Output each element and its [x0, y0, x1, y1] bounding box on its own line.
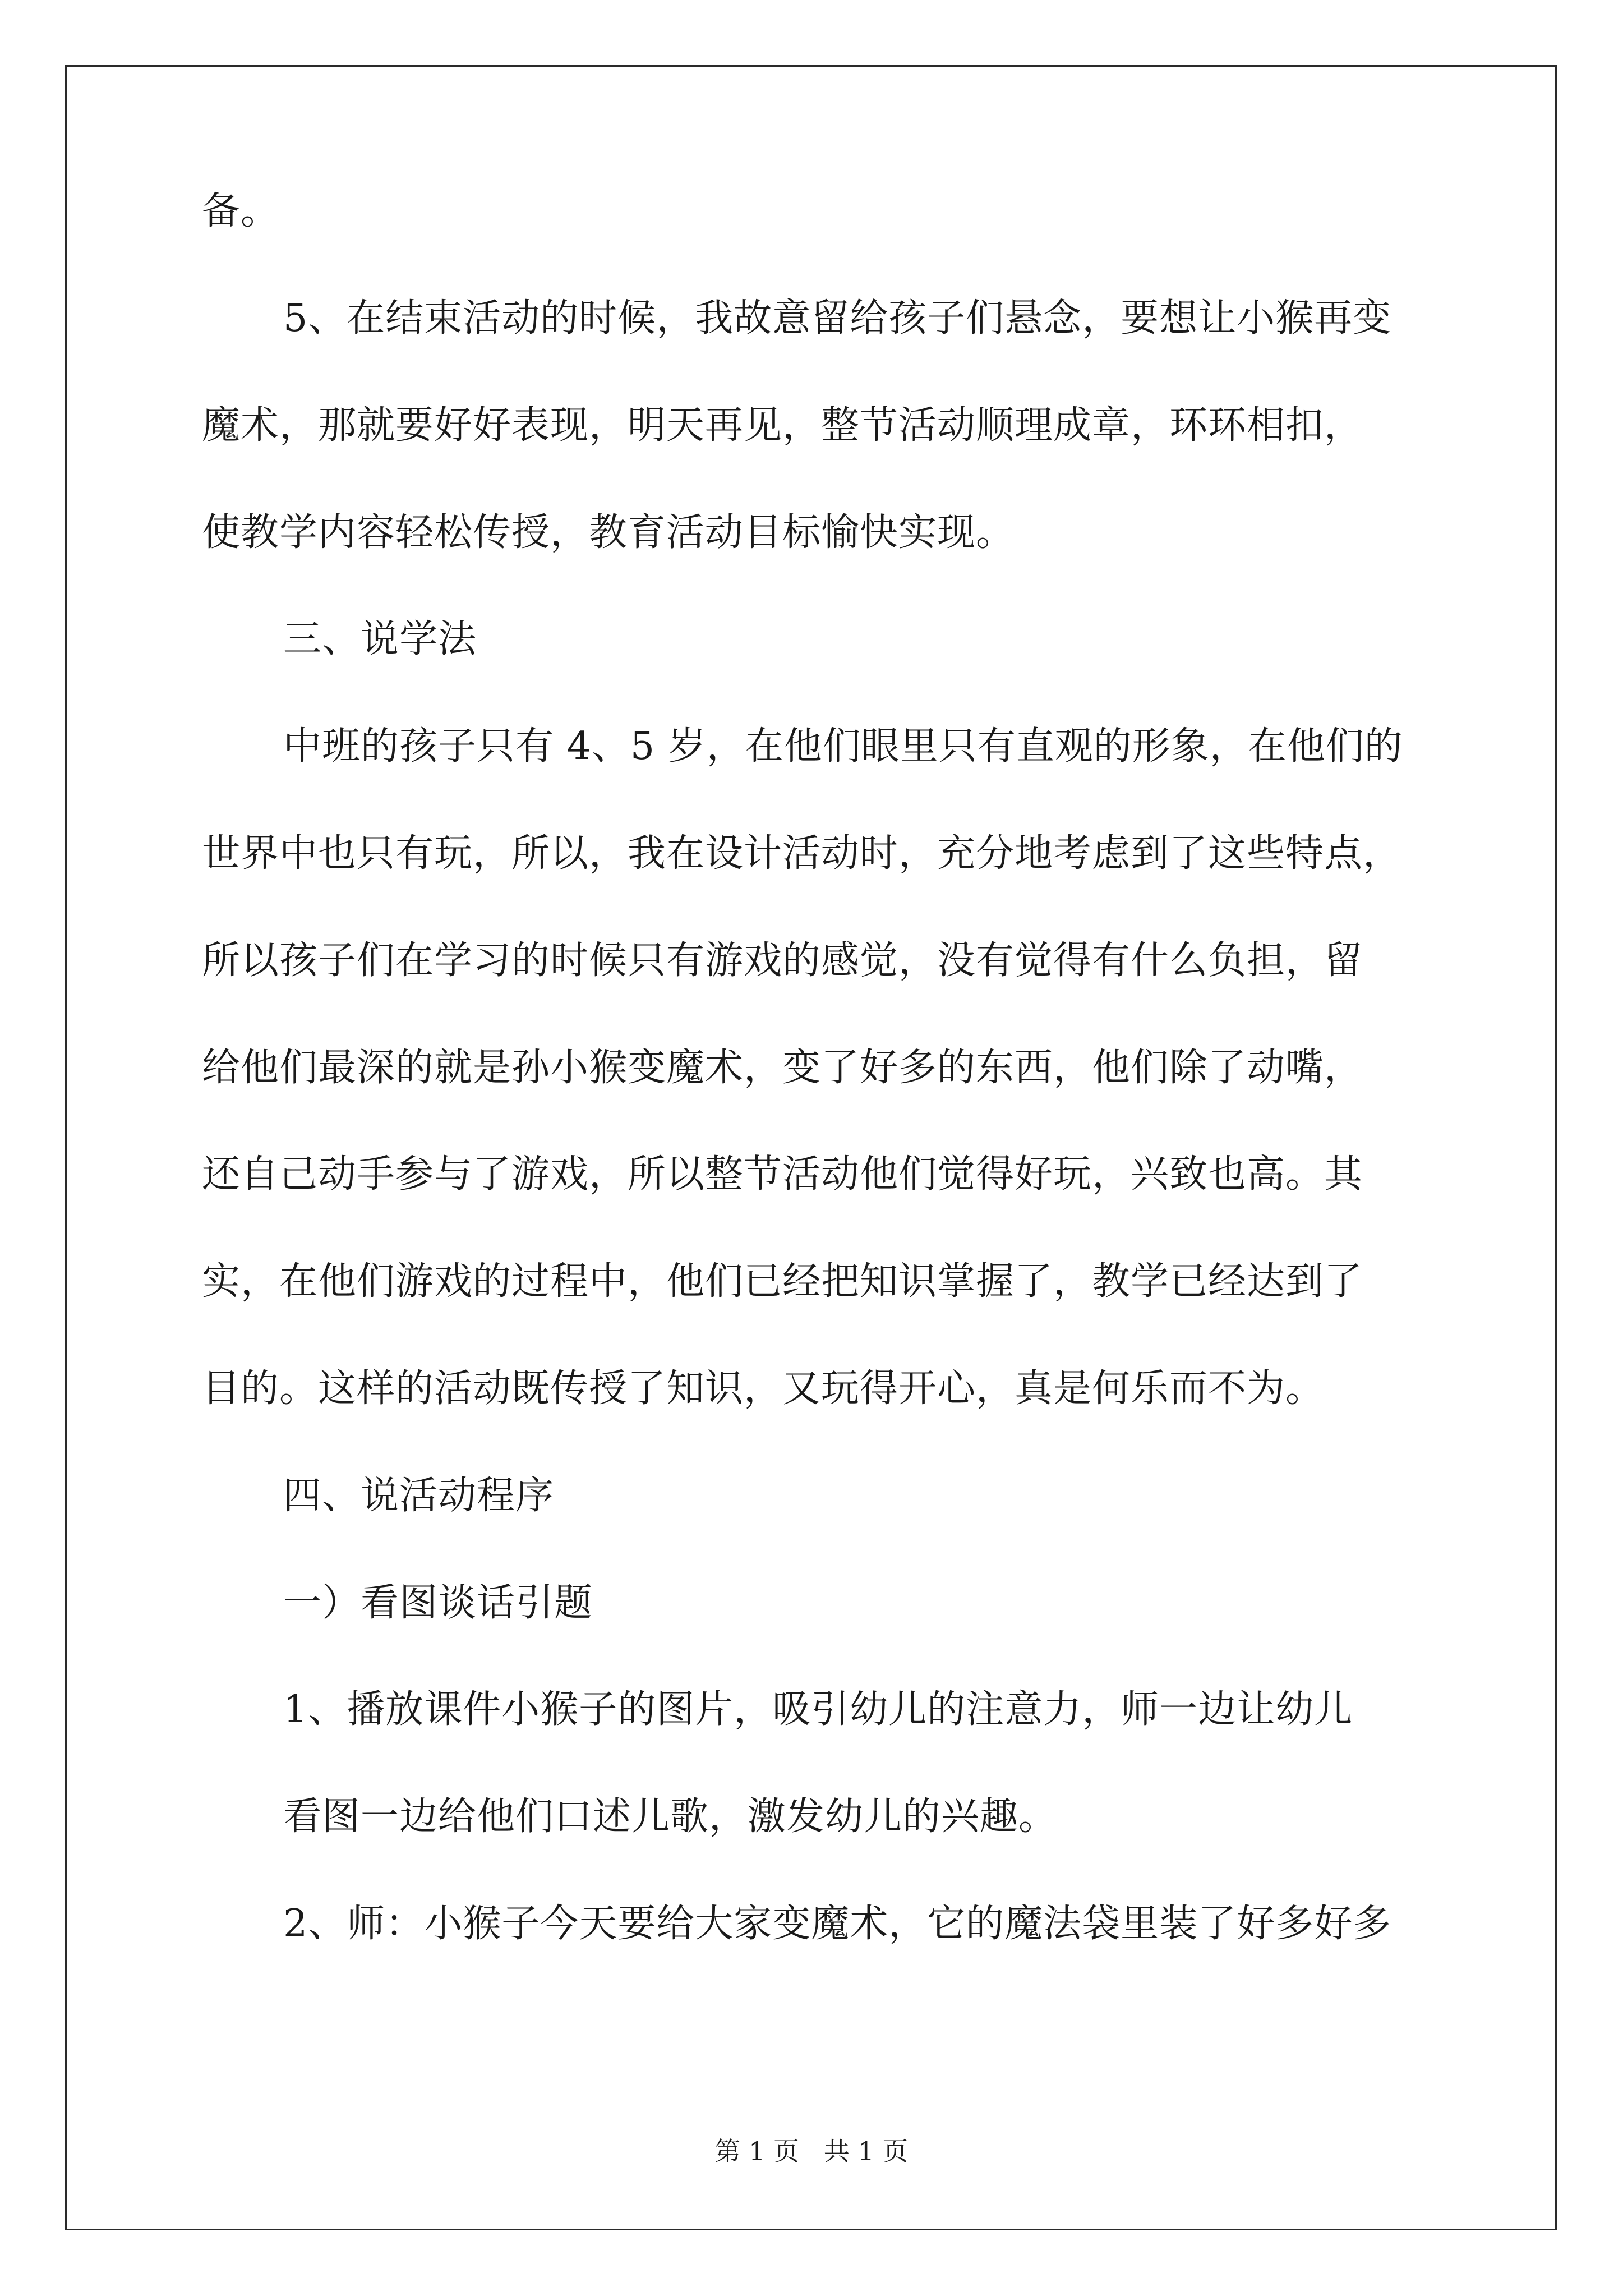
text-line: 中班的孩子只有 4、5 岁，在他们眼里只有直观的形象，在他们的 — [283, 724, 1403, 769]
text-line: 给他们最深的就是孙小猴变魔术，变了好多的东西，他们除了动嘴， — [202, 1046, 1363, 1090]
page-footer: 第 1 页 共 1 页 — [714, 2136, 909, 2166]
subsection-heading: 一）看图谈话引题 — [283, 1581, 593, 1625]
text-line: 实，在他们游戏的过程中，他们已经把知识掌握了，教学已经达到了 — [202, 1259, 1363, 1304]
text-line: 魔术，那就要好好表现，明天再见，整节活动顺理成章，环环相扣， — [202, 403, 1363, 448]
text-line: 世界中也只有玩，所以，我在设计活动时，充分地考虑到了这些特点， — [202, 831, 1402, 876]
text-line: 还自己动手参与了游戏，所以整节活动他们觉得好玩，兴致也高。其 — [202, 1152, 1363, 1197]
section-heading: 三、说学法 — [283, 617, 477, 661]
text-line: 2、师：小猴子今天要给大家变魔术，它的魔法袋里装了好多好多 — [283, 1902, 1392, 1946]
text-line: 备。 — [202, 189, 280, 233]
text-line: 看图一边给他们口述儿歌，激发幼儿的兴趣。 — [283, 1795, 1058, 1839]
text-line: 目的。这样的活动既传授了知识，又玩得开心，真是何乐而不为。 — [202, 1366, 1325, 1411]
text-line: 1、播放课件小猴子的图片，吸引幼儿的注意力，师一边让幼儿 — [283, 1687, 1353, 1732]
text-line: 使教学内容轻松传授，教育活动目标愉快实现。 — [202, 510, 1015, 555]
text-line: 5、在结束活动的时候，我故意留给孩子们悬念，要想让小猴再变 — [283, 296, 1392, 341]
text-line: 所以孩子们在学习的时候只有游戏的感觉，没有觉得有什么负担，留 — [202, 938, 1363, 983]
section-heading: 四、说活动程序 — [283, 1474, 555, 1518]
